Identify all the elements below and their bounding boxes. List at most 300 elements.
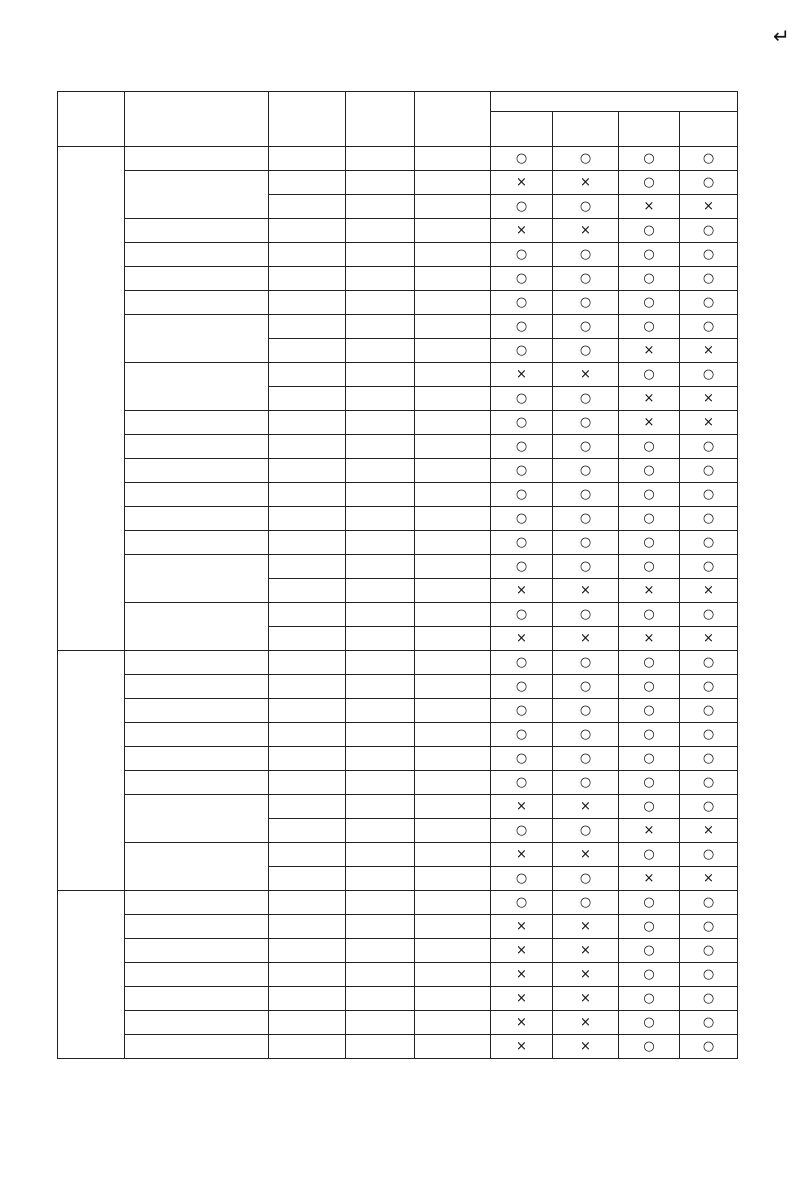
circle-mark: ○: [680, 459, 738, 483]
cross-mark: ×: [680, 867, 738, 891]
circle-mark: ○: [553, 267, 619, 291]
circle-mark: ○: [619, 291, 680, 315]
value-cell: [269, 819, 346, 843]
table-row: [58, 267, 738, 291]
circle-mark: ○: [619, 987, 680, 1011]
value-cell: [346, 339, 415, 363]
table-row: [58, 147, 738, 171]
circle-mark: ○: [491, 459, 553, 483]
circle-mark: ○: [491, 531, 553, 555]
value-cell: [269, 1011, 346, 1035]
item-cell: [125, 291, 269, 315]
value-cell: [269, 939, 346, 963]
value-cell: [415, 963, 491, 987]
circle-mark: ○: [619, 1035, 680, 1059]
circle-mark: ○: [553, 603, 619, 627]
value-cell: [415, 507, 491, 531]
cross-mark: ×: [619, 819, 680, 843]
cross-mark: ×: [619, 627, 680, 651]
table-row: [58, 507, 738, 531]
circle-mark: ○: [680, 723, 738, 747]
item-cell: [125, 411, 269, 435]
value-cell: [269, 603, 346, 627]
cross-mark: ×: [553, 627, 619, 651]
header-cell-col4: [346, 92, 415, 147]
circle-mark: ○: [553, 651, 619, 675]
value-cell: [346, 963, 415, 987]
value-cell: [269, 363, 346, 387]
header-subcell: [491, 112, 553, 147]
cross-mark: ×: [491, 219, 553, 243]
value-cell: [415, 171, 491, 195]
value-cell: [269, 147, 346, 171]
value-cell: [415, 771, 491, 795]
value-cell: [346, 267, 415, 291]
cross-mark: ×: [491, 843, 553, 867]
circle-mark: ○: [619, 651, 680, 675]
value-cell: [269, 891, 346, 915]
cross-mark: ×: [491, 171, 553, 195]
value-cell: [269, 987, 346, 1011]
circle-mark: ○: [619, 147, 680, 171]
value-cell: [346, 891, 415, 915]
circle-mark: ○: [619, 795, 680, 819]
value-cell: [415, 339, 491, 363]
value-cell: [346, 915, 415, 939]
table-row: [58, 243, 738, 267]
circle-mark: ○: [619, 267, 680, 291]
value-cell: [346, 531, 415, 555]
cross-mark: ×: [553, 219, 619, 243]
circle-mark: ○: [619, 315, 680, 339]
value-cell: [415, 411, 491, 435]
value-cell: [415, 819, 491, 843]
circle-mark: ○: [680, 531, 738, 555]
value-cell: [269, 867, 346, 891]
circle-mark: ○: [680, 939, 738, 963]
value-cell: [415, 555, 491, 579]
circle-mark: ○: [491, 291, 553, 315]
item-cell: [125, 603, 269, 651]
circle-mark: ○: [619, 555, 680, 579]
item-cell: [125, 555, 269, 603]
circle-mark: ○: [680, 915, 738, 939]
circle-mark: ○: [553, 315, 619, 339]
header-subcell: [619, 112, 680, 147]
cross-mark: ×: [553, 171, 619, 195]
value-cell: [346, 363, 415, 387]
circle-mark: ○: [553, 483, 619, 507]
item-cell: [125, 891, 269, 915]
value-cell: [269, 411, 346, 435]
value-cell: [346, 387, 415, 411]
value-cell: [415, 315, 491, 339]
circle-mark: ○: [680, 267, 738, 291]
value-cell: [269, 315, 346, 339]
section-label-cell: [58, 147, 125, 651]
circle-mark: ○: [680, 603, 738, 627]
circle-mark: ○: [553, 723, 619, 747]
item-cell: [125, 771, 269, 795]
circle-mark: ○: [491, 387, 553, 411]
circle-mark: ○: [619, 363, 680, 387]
value-cell: [415, 267, 491, 291]
table-row: [58, 315, 738, 339]
value-cell: [346, 771, 415, 795]
circle-mark: ○: [619, 1011, 680, 1035]
table-row: [58, 747, 738, 771]
item-cell: [125, 939, 269, 963]
circle-mark: ○: [680, 891, 738, 915]
circle-mark: ○: [553, 435, 619, 459]
value-cell: [346, 243, 415, 267]
circle-mark: ○: [619, 843, 680, 867]
circle-mark: ○: [680, 363, 738, 387]
value-cell: [415, 579, 491, 603]
circle-mark: ○: [553, 459, 619, 483]
header-cell-group: [491, 92, 738, 112]
item-cell: [125, 843, 269, 891]
circle-mark: ○: [553, 339, 619, 363]
value-cell: [415, 867, 491, 891]
item-cell: [125, 987, 269, 1011]
value-cell: [346, 483, 415, 507]
circle-mark: ○: [619, 219, 680, 243]
header-row-top: [58, 92, 738, 112]
value-cell: [269, 963, 346, 987]
section-label-cell: [58, 891, 125, 1059]
circle-mark: ○: [491, 243, 553, 267]
circle-mark: ○: [680, 987, 738, 1011]
value-cell: [346, 195, 415, 219]
item-cell: [125, 171, 269, 219]
cross-mark: ×: [553, 1035, 619, 1059]
value-cell: [346, 819, 415, 843]
value-cell: [415, 195, 491, 219]
value-cell: [415, 531, 491, 555]
circle-mark: ○: [619, 771, 680, 795]
item-cell: [125, 747, 269, 771]
value-cell: [415, 363, 491, 387]
cross-mark: ×: [619, 387, 680, 411]
circle-mark: ○: [491, 771, 553, 795]
circle-mark: ○: [491, 483, 553, 507]
circle-mark: ○: [491, 315, 553, 339]
table-row: [58, 795, 738, 819]
value-cell: [346, 699, 415, 723]
value-cell: [269, 579, 346, 603]
value-cell: [269, 915, 346, 939]
value-cell: [269, 795, 346, 819]
circle-mark: ○: [619, 435, 680, 459]
value-cell: [269, 747, 346, 771]
circle-mark: ○: [680, 171, 738, 195]
section-label-cell: [58, 651, 125, 891]
value-cell: [269, 219, 346, 243]
value-cell: [346, 555, 415, 579]
table-row: [58, 555, 738, 579]
circle-mark: ○: [619, 915, 680, 939]
circle-mark: ○: [680, 555, 738, 579]
table-row: [58, 891, 738, 915]
value-cell: [269, 1035, 346, 1059]
return-arrow-icon: ↵: [773, 24, 790, 48]
table-row: [58, 963, 738, 987]
value-cell: [346, 315, 415, 339]
value-cell: [269, 627, 346, 651]
table-row: [58, 219, 738, 243]
circle-mark: ○: [491, 891, 553, 915]
value-cell: [415, 483, 491, 507]
table-row: [58, 723, 738, 747]
header-subcell: [680, 112, 738, 147]
circle-mark: ○: [619, 483, 680, 507]
table-row: [58, 1035, 738, 1059]
item-cell: [125, 963, 269, 987]
item-cell: [125, 219, 269, 243]
item-cell: [125, 915, 269, 939]
circle-mark: ○: [680, 699, 738, 723]
value-cell: [415, 243, 491, 267]
header-cell-col5: [415, 92, 491, 147]
value-cell: [415, 843, 491, 867]
cross-mark: ×: [491, 939, 553, 963]
value-cell: [415, 675, 491, 699]
circle-mark: ○: [619, 507, 680, 531]
value-cell: [415, 459, 491, 483]
value-cell: [346, 291, 415, 315]
cross-mark: ×: [680, 387, 738, 411]
value-cell: [415, 699, 491, 723]
circle-mark: ○: [553, 507, 619, 531]
value-cell: [415, 915, 491, 939]
cross-mark: ×: [553, 1011, 619, 1035]
cross-mark: ×: [680, 579, 738, 603]
cross-mark: ×: [491, 795, 553, 819]
cross-mark: ×: [491, 1011, 553, 1035]
circle-mark: ○: [680, 963, 738, 987]
table-row: [58, 987, 738, 1011]
cross-mark: ×: [553, 843, 619, 867]
value-cell: [346, 867, 415, 891]
table-row: [58, 651, 738, 675]
cross-mark: ×: [491, 579, 553, 603]
value-cell: [269, 387, 346, 411]
spec-table: [57, 91, 738, 1059]
item-cell: [125, 675, 269, 699]
item-cell: [125, 531, 269, 555]
circle-mark: ○: [553, 747, 619, 771]
circle-mark: ○: [491, 339, 553, 363]
circle-mark: ○: [619, 459, 680, 483]
circle-mark: ○: [491, 267, 553, 291]
circle-mark: ○: [619, 891, 680, 915]
circle-mark: ○: [680, 1011, 738, 1035]
circle-mark: ○: [619, 939, 680, 963]
value-cell: [269, 483, 346, 507]
cross-mark: ×: [491, 963, 553, 987]
circle-mark: ○: [680, 795, 738, 819]
circle-mark: ○: [553, 867, 619, 891]
value-cell: [415, 219, 491, 243]
circle-mark: ○: [680, 147, 738, 171]
value-cell: [346, 1011, 415, 1035]
circle-mark: ○: [553, 555, 619, 579]
value-cell: [269, 723, 346, 747]
value-cell: [346, 627, 415, 651]
value-cell: [346, 171, 415, 195]
cross-mark: ×: [491, 915, 553, 939]
table-row: [58, 459, 738, 483]
circle-mark: ○: [680, 219, 738, 243]
cross-mark: ×: [680, 411, 738, 435]
item-cell: [125, 795, 269, 843]
circle-mark: ○: [680, 435, 738, 459]
circle-mark: ○: [491, 723, 553, 747]
circle-mark: ○: [680, 843, 738, 867]
circle-mark: ○: [553, 147, 619, 171]
table-row: [58, 171, 738, 195]
table-row: [58, 531, 738, 555]
item-cell: [125, 147, 269, 171]
value-cell: [346, 579, 415, 603]
circle-mark: ○: [619, 171, 680, 195]
circle-mark: ○: [619, 675, 680, 699]
cross-mark: ×: [491, 627, 553, 651]
item-cell: [125, 315, 269, 363]
circle-mark: ○: [491, 507, 553, 531]
value-cell: [346, 843, 415, 867]
value-cell: [346, 435, 415, 459]
value-cell: [346, 1035, 415, 1059]
table-row: [58, 603, 738, 627]
value-cell: [346, 219, 415, 243]
cross-mark: ×: [491, 987, 553, 1011]
circle-mark: ○: [553, 243, 619, 267]
item-cell: [125, 243, 269, 267]
cross-mark: ×: [680, 339, 738, 363]
value-cell: [415, 147, 491, 171]
circle-mark: ○: [619, 723, 680, 747]
circle-mark: ○: [553, 531, 619, 555]
cross-mark: ×: [553, 795, 619, 819]
cross-mark: ×: [619, 411, 680, 435]
item-cell: [125, 1035, 269, 1059]
value-cell: [415, 651, 491, 675]
value-cell: [269, 651, 346, 675]
value-cell: [415, 939, 491, 963]
value-cell: [415, 1035, 491, 1059]
item-cell: [125, 651, 269, 675]
circle-mark: ○: [491, 675, 553, 699]
value-cell: [269, 195, 346, 219]
circle-mark: ○: [680, 675, 738, 699]
circle-mark: ○: [680, 771, 738, 795]
cross-mark: ×: [553, 939, 619, 963]
value-cell: [346, 147, 415, 171]
value-cell: [269, 843, 346, 867]
circle-mark: ○: [619, 603, 680, 627]
value-cell: [415, 891, 491, 915]
value-cell: [346, 459, 415, 483]
header-cell-category: [58, 92, 125, 147]
circle-mark: ○: [680, 483, 738, 507]
circle-mark: ○: [619, 963, 680, 987]
cross-mark: ×: [680, 627, 738, 651]
table-row: [58, 1011, 738, 1035]
circle-mark: ○: [491, 435, 553, 459]
cross-mark: ×: [619, 195, 680, 219]
circle-mark: ○: [619, 699, 680, 723]
value-cell: [269, 675, 346, 699]
circle-mark: ○: [491, 147, 553, 171]
table-row: [58, 291, 738, 315]
circle-mark: ○: [680, 651, 738, 675]
table-row: [58, 843, 738, 867]
circle-mark: ○: [491, 603, 553, 627]
value-cell: [415, 747, 491, 771]
value-cell: [346, 795, 415, 819]
header-cell-item: [125, 92, 269, 147]
circle-mark: ○: [553, 411, 619, 435]
value-cell: [346, 987, 415, 1011]
value-cell: [346, 939, 415, 963]
circle-mark: ○: [553, 819, 619, 843]
value-cell: [269, 771, 346, 795]
value-cell: [269, 267, 346, 291]
circle-mark: ○: [553, 771, 619, 795]
cross-mark: ×: [553, 579, 619, 603]
value-cell: [346, 603, 415, 627]
circle-mark: ○: [491, 699, 553, 723]
item-cell: [125, 459, 269, 483]
header-cell-col3: [269, 92, 346, 147]
value-cell: [269, 435, 346, 459]
circle-mark: ○: [680, 291, 738, 315]
value-cell: [415, 795, 491, 819]
value-cell: [415, 987, 491, 1011]
table-row: [58, 435, 738, 459]
circle-mark: ○: [680, 243, 738, 267]
value-cell: [415, 627, 491, 651]
table-row: [58, 771, 738, 795]
circle-mark: ○: [553, 387, 619, 411]
value-cell: [346, 723, 415, 747]
value-cell: [269, 171, 346, 195]
value-cell: [415, 435, 491, 459]
item-cell: [125, 483, 269, 507]
table-row: [58, 699, 738, 723]
item-cell: [125, 267, 269, 291]
table-row: [58, 363, 738, 387]
value-cell: [415, 387, 491, 411]
circle-mark: ○: [491, 747, 553, 771]
cross-mark: ×: [619, 867, 680, 891]
item-cell: [125, 507, 269, 531]
table-row: [58, 483, 738, 507]
circle-mark: ○: [491, 195, 553, 219]
circle-mark: ○: [491, 411, 553, 435]
circle-mark: ○: [553, 675, 619, 699]
value-cell: [346, 411, 415, 435]
cross-mark: ×: [553, 915, 619, 939]
table-row: [58, 411, 738, 435]
value-cell: [415, 291, 491, 315]
circle-mark: ○: [680, 315, 738, 339]
circle-mark: ○: [619, 243, 680, 267]
item-cell: [125, 1011, 269, 1035]
header-subcell: [553, 112, 619, 147]
